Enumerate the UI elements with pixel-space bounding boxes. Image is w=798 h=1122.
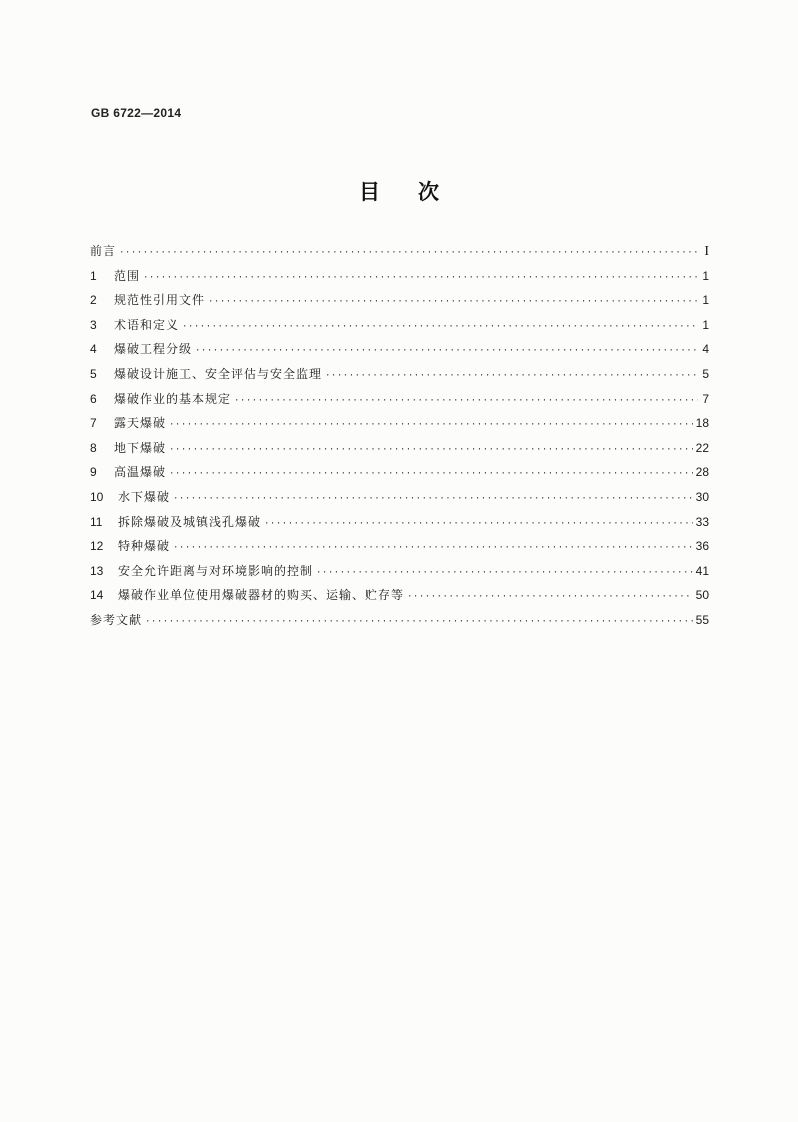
toc-entry-foreword[interactable] [90, 242, 709, 267]
toc-leader-dots [325, 371, 698, 381]
toc-entry-2[interactable] [90, 291, 709, 316]
toc-entry-page: 50 [695, 588, 709, 603]
toc-entry-9[interactable] [90, 463, 709, 488]
toc-leader-dots [234, 396, 698, 406]
toc-entry-title: 前言 [90, 244, 117, 258]
toc-leader-dots [169, 420, 693, 430]
toc-leader-dots [169, 445, 693, 455]
standard-number: GB 6722—2014 [91, 106, 182, 120]
toc-leader-dots [119, 248, 698, 258]
toc-entry-7[interactable] [90, 414, 709, 439]
toc-entry-page: 18 [695, 416, 709, 431]
toc-entry-title: 范围 [114, 268, 141, 283]
toc-entry-number: 9 [90, 465, 97, 480]
toc-entry-title: 爆破工程分级 [114, 342, 193, 357]
toc-entry-page: 1 [702, 317, 709, 332]
toc-entry-page: 5 [702, 366, 709, 381]
toc-entry-number: 5 [90, 366, 97, 381]
toc-entry-page: I [704, 244, 709, 259]
toc-entry-title: 地下爆破 [114, 440, 167, 455]
toc-entry-title: 爆破作业单位使用爆破器材的购买、运输、贮存等 [118, 588, 405, 603]
toc-entry-number: 2 [90, 293, 97, 308]
toc-entry-13[interactable] [90, 562, 709, 587]
toc-entry-page: 22 [695, 440, 709, 455]
toc-leader-dots [407, 592, 693, 602]
toc-entry-title: 高温爆破 [114, 465, 167, 480]
toc-entry-page: 33 [695, 514, 709, 529]
toc-title [0, 176, 798, 206]
toc-entry-10[interactable] [90, 488, 709, 513]
toc-entry-page: 36 [695, 539, 709, 554]
toc-entry-number: 1 [90, 268, 97, 283]
toc-leader-dots [169, 469, 693, 479]
toc-entry-page: 4 [702, 342, 709, 357]
toc-leader-dots [208, 297, 698, 307]
toc-entry-number: 14 [90, 588, 104, 603]
toc-entry-14[interactable] [90, 586, 709, 611]
toc-entry-title: 爆破设计施工、安全评估与安全监理 [114, 366, 323, 381]
toc-leader-dots [145, 617, 693, 627]
toc-leader-dots [143, 273, 698, 283]
toc-entry-number: 3 [90, 317, 97, 332]
toc-entry-title: 水下爆破 [118, 489, 171, 504]
toc-entry-page: 1 [702, 268, 709, 283]
toc-entry-title: 术语和定义 [114, 317, 180, 332]
toc-entry-page: 30 [695, 489, 709, 504]
toc-entry-6[interactable] [90, 390, 709, 415]
toc-entry-4[interactable] [90, 340, 709, 365]
toc-entry-number: 13 [90, 563, 104, 578]
toc-entry-page: 55 [695, 612, 709, 627]
toc-entry-title: 爆破作业的基本规定 [114, 391, 232, 406]
toc-entry-12[interactable] [90, 537, 709, 562]
toc-entry-8[interactable] [90, 439, 709, 464]
toc-entry-page: 28 [695, 465, 709, 480]
toc-entry-1[interactable] [90, 267, 709, 292]
toc-title-part2: 次 [418, 180, 439, 204]
toc-entry-number: 12 [90, 539, 104, 554]
toc-entry-number: 11 [90, 514, 103, 529]
toc-entry-11[interactable] [90, 513, 709, 538]
toc-entry-number: 10 [90, 489, 104, 504]
toc-leader-dots [173, 494, 693, 504]
toc-entry-title: 拆除爆破及城镇浅孔爆破 [118, 514, 262, 529]
toc-entry-page: 41 [695, 563, 709, 578]
toc-entry-title: 规范性引用文件 [114, 293, 206, 308]
toc-entry-number: 6 [90, 391, 97, 406]
toc-entry-page: 7 [702, 391, 709, 406]
toc-entry-title: 露天爆破 [114, 416, 167, 431]
toc-entry-5[interactable] [90, 365, 709, 390]
toc-title-part1: 目 [359, 180, 380, 204]
toc-leader-dots [264, 519, 693, 529]
toc-entry-3[interactable] [90, 316, 709, 341]
toc-entry-title: 参考文献 [90, 612, 143, 627]
toc-entry-number: 7 [90, 416, 97, 431]
toc-entry-number: 4 [90, 342, 97, 357]
toc-leader-dots [316, 568, 693, 578]
toc-leader-dots [182, 322, 698, 332]
toc-entry-number: 8 [90, 440, 97, 455]
toc-leader-dots [173, 543, 693, 553]
toc-entry-page: 1 [702, 293, 709, 308]
table-of-contents [90, 242, 709, 636]
toc-entry-title: 特种爆破 [118, 539, 171, 554]
toc-entry-references[interactable] [90, 611, 709, 636]
toc-leader-dots [195, 346, 698, 356]
toc-entry-title: 安全允许距离与对环境影响的控制 [118, 563, 314, 578]
